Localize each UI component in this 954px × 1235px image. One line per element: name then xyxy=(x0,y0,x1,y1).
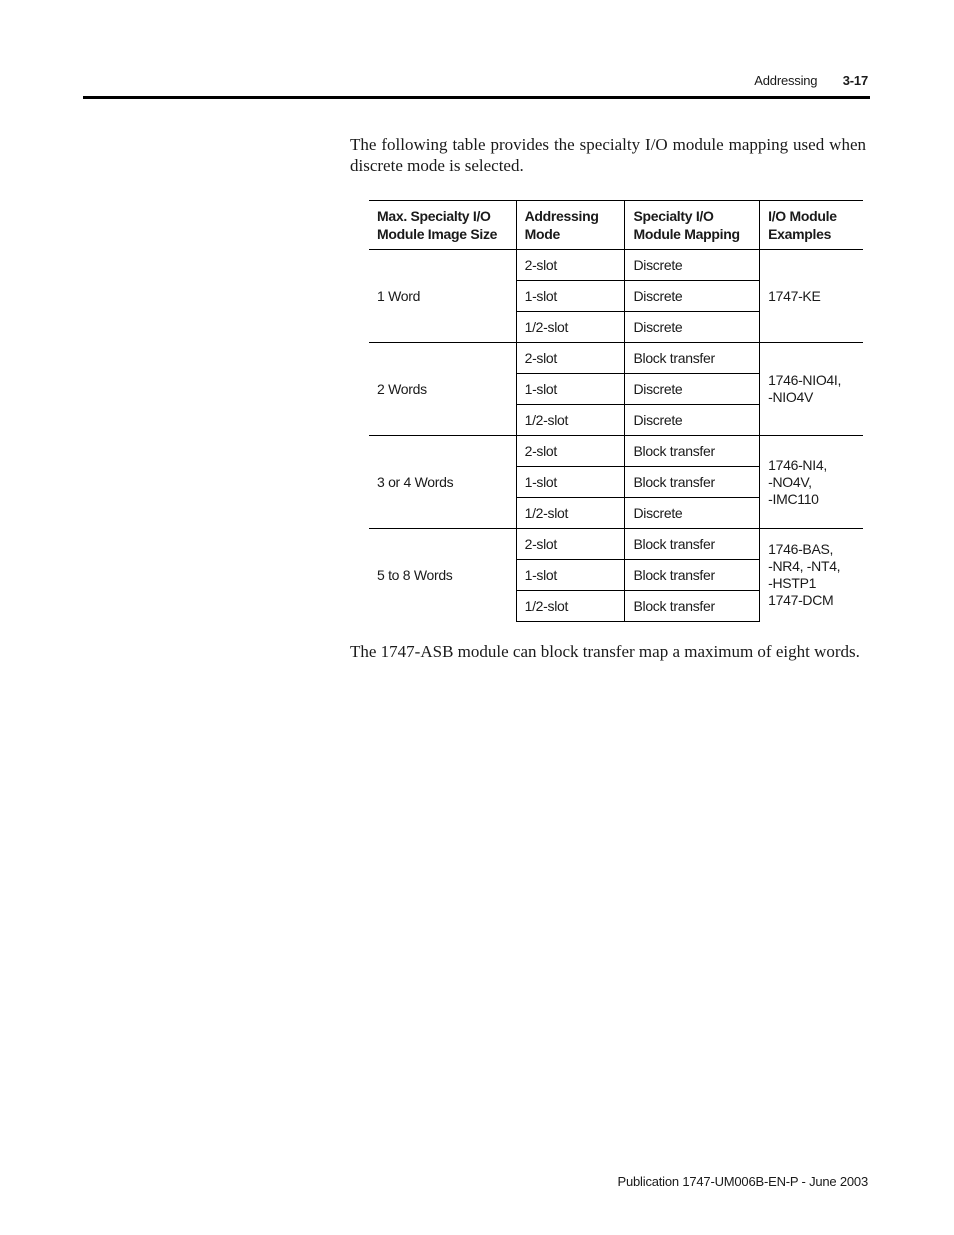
column-header-module-examples: I/O Module Examples xyxy=(760,201,863,250)
column-header-image-size: Max. Specialty I/O Module Image Size xyxy=(369,201,516,250)
image-size-cell: 3 or 4 Words xyxy=(369,436,516,529)
specialty-io-mapping-table xyxy=(369,200,863,622)
table-row xyxy=(369,436,863,467)
table-header-row xyxy=(369,201,863,250)
addressing-mode-cell: 1-slot xyxy=(516,467,625,498)
module-mapping-cell: Block transfer xyxy=(625,343,760,374)
column-header-addressing-mode: Addressing Mode xyxy=(516,201,625,250)
module-mapping-cell: Block transfer xyxy=(625,560,760,591)
module-mapping-cell: Discrete xyxy=(625,498,760,529)
table-row xyxy=(369,343,863,374)
addressing-mode-cell: 1-slot xyxy=(516,374,625,405)
table-row xyxy=(369,529,863,560)
module-examples-cell: 1747-KE xyxy=(760,250,863,343)
module-mapping-cell: Discrete xyxy=(625,405,760,436)
image-size-cell: 1 Word xyxy=(369,250,516,343)
addressing-mode-cell: 1/2-slot xyxy=(516,405,625,436)
addressing-mode-cell: 1-slot xyxy=(516,560,625,591)
module-examples-cell: 1746-NI4, -NO4V, -IMC110 xyxy=(760,436,863,529)
image-size-cell: 5 to 8 Words xyxy=(369,529,516,622)
addressing-mode-cell: 2-slot xyxy=(516,436,625,467)
module-examples-cell: 1746-BAS, -NR4, -NT4, -HSTP1 1747-DCM xyxy=(760,529,863,622)
table-group-3-or-4-words xyxy=(369,436,863,529)
running-header xyxy=(754,73,868,88)
addressing-mode-cell: 1/2-slot xyxy=(516,591,625,622)
module-mapping-cell: Block transfer xyxy=(625,529,760,560)
intro-paragraph: The following table provides the specialty I/O module mapping used when discrete mode is selected. xyxy=(350,135,866,175)
closing-paragraph: The 1747-ASB module can block transfer map a maximum of eight words. xyxy=(350,642,860,661)
module-mapping-cell: Block transfer xyxy=(625,591,760,622)
addressing-mode-cell: 2-slot xyxy=(516,529,625,560)
addressing-mode-cell: 1/2-slot xyxy=(516,498,625,529)
module-mapping-cell: Discrete xyxy=(625,374,760,405)
addressing-mode-cell: 1/2-slot xyxy=(516,312,625,343)
module-mapping-cell: Block transfer xyxy=(625,467,760,498)
module-mapping-cell: Discrete xyxy=(625,312,760,343)
addressing-mode-cell: 2-slot xyxy=(516,343,625,374)
module-mapping-cell: Discrete xyxy=(625,250,760,281)
table-group-1-word xyxy=(369,250,863,343)
header-rule xyxy=(83,96,870,99)
image-size-cell: 2 Words xyxy=(369,343,516,436)
addressing-mode-cell: 1-slot xyxy=(516,281,625,312)
header-page-number: 3-17 xyxy=(842,73,868,88)
module-mapping-cell: Discrete xyxy=(625,281,760,312)
column-header-module-mapping: Specialty I/O Module Mapping xyxy=(625,201,760,250)
module-examples-cell: 1746-NIO4I, -NIO4V xyxy=(760,343,863,436)
table-row xyxy=(369,250,863,281)
publication-footer: Publication 1747-UM006B-EN-P - June 2003 xyxy=(617,1174,868,1189)
header-section-title: Addressing xyxy=(754,73,818,88)
addressing-mode-cell: 2-slot xyxy=(516,250,625,281)
table-group-5-to-8-words xyxy=(369,529,863,622)
module-mapping-cell: Block transfer xyxy=(625,436,760,467)
table-group-2-words xyxy=(369,343,863,436)
